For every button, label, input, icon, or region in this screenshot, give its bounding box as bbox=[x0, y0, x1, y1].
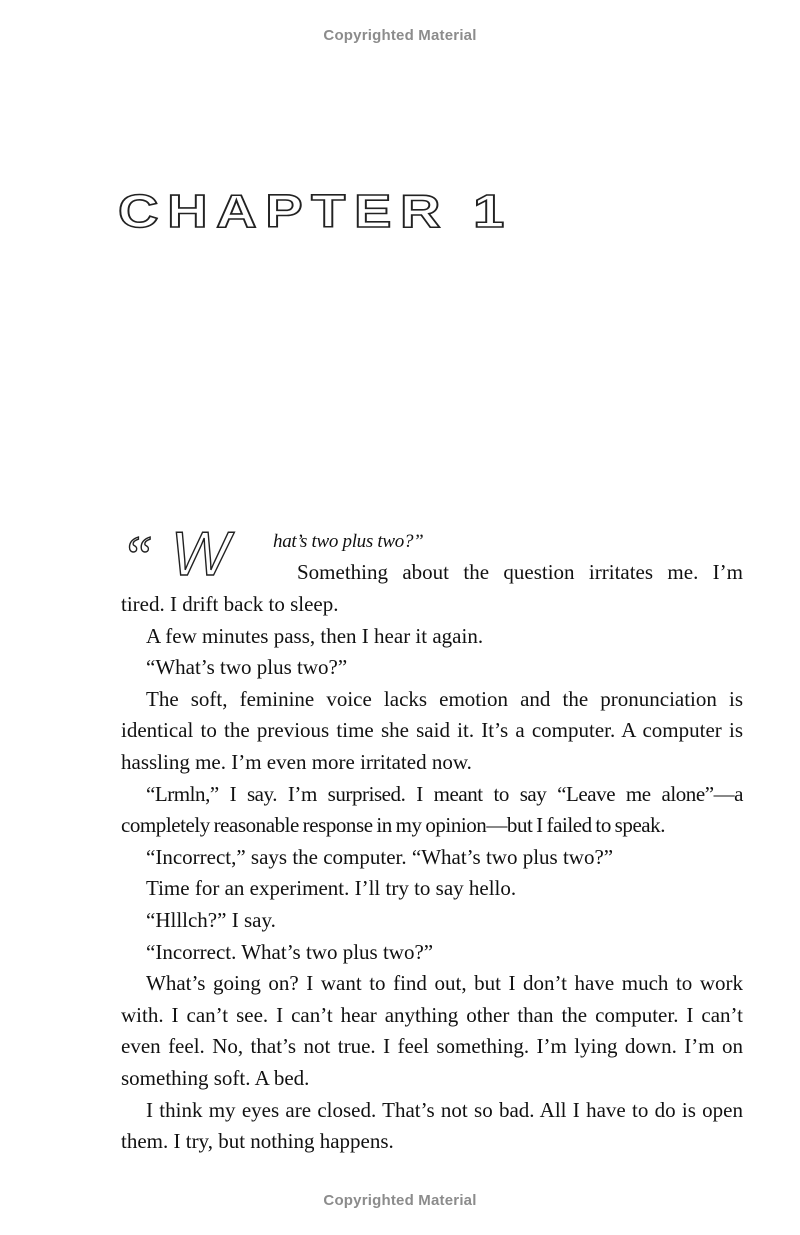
paragraph: “Incorrect. What’s two plus two?” bbox=[146, 939, 434, 964]
open-quote-ornament: “ bbox=[121, 524, 154, 589]
opening-lines bbox=[121, 520, 743, 589]
paragraph: “Hlllch?” I say. bbox=[146, 907, 276, 932]
opening-first-line: hat’s two plus two?” bbox=[273, 531, 424, 552]
paragraph: “Incorrect,” says the computer. “What’s two plus two?” bbox=[146, 844, 614, 869]
paragraph: Time for an experiment. I’ll try to say hello. bbox=[146, 876, 517, 901]
paragraph: “Lrmln,” I say. I’m surprised. I meant to say “Leave me alone”—a completely reasonable response in my opinion—but I failed to speak. bbox=[121, 781, 743, 838]
copyright-watermark-bottom: Copyrighted Material bbox=[323, 1192, 477, 1209]
paragraph: A few minutes pass, then I hear it again. bbox=[146, 623, 484, 648]
chapter-body bbox=[121, 520, 743, 1158]
paragraph: What’s going on? I want to find out, but I don’t have much to work with. I can’t see. I can’t hear anything other than the computer. I can’t even feel. No, that’s not true. I feel something. I’m lying down. I’m on something soft. A bed. bbox=[121, 971, 743, 1090]
paragraph: tired. I drift back to sleep. bbox=[121, 592, 339, 616]
chapter-title: CHAPTER 1 bbox=[118, 185, 513, 237]
paragraph: “What’s two plus two?” bbox=[146, 655, 348, 680]
paragraph: The soft, feminine voice lacks emotion and the pronunciation is identical to the previous time she said it. It’s a computer. A computer is hassling me. I’m even more irritated now. bbox=[121, 686, 743, 774]
drop-cap: W bbox=[171, 520, 226, 589]
opening-second-line: Something about the question irritates me. I’m bbox=[297, 560, 743, 584]
copyright-watermark-top: Copyrighted Material bbox=[323, 27, 477, 44]
paragraph: I think my eyes are closed. That’s not so bad. All I have to do is open them. I try, but nothing happens. bbox=[121, 1097, 743, 1154]
